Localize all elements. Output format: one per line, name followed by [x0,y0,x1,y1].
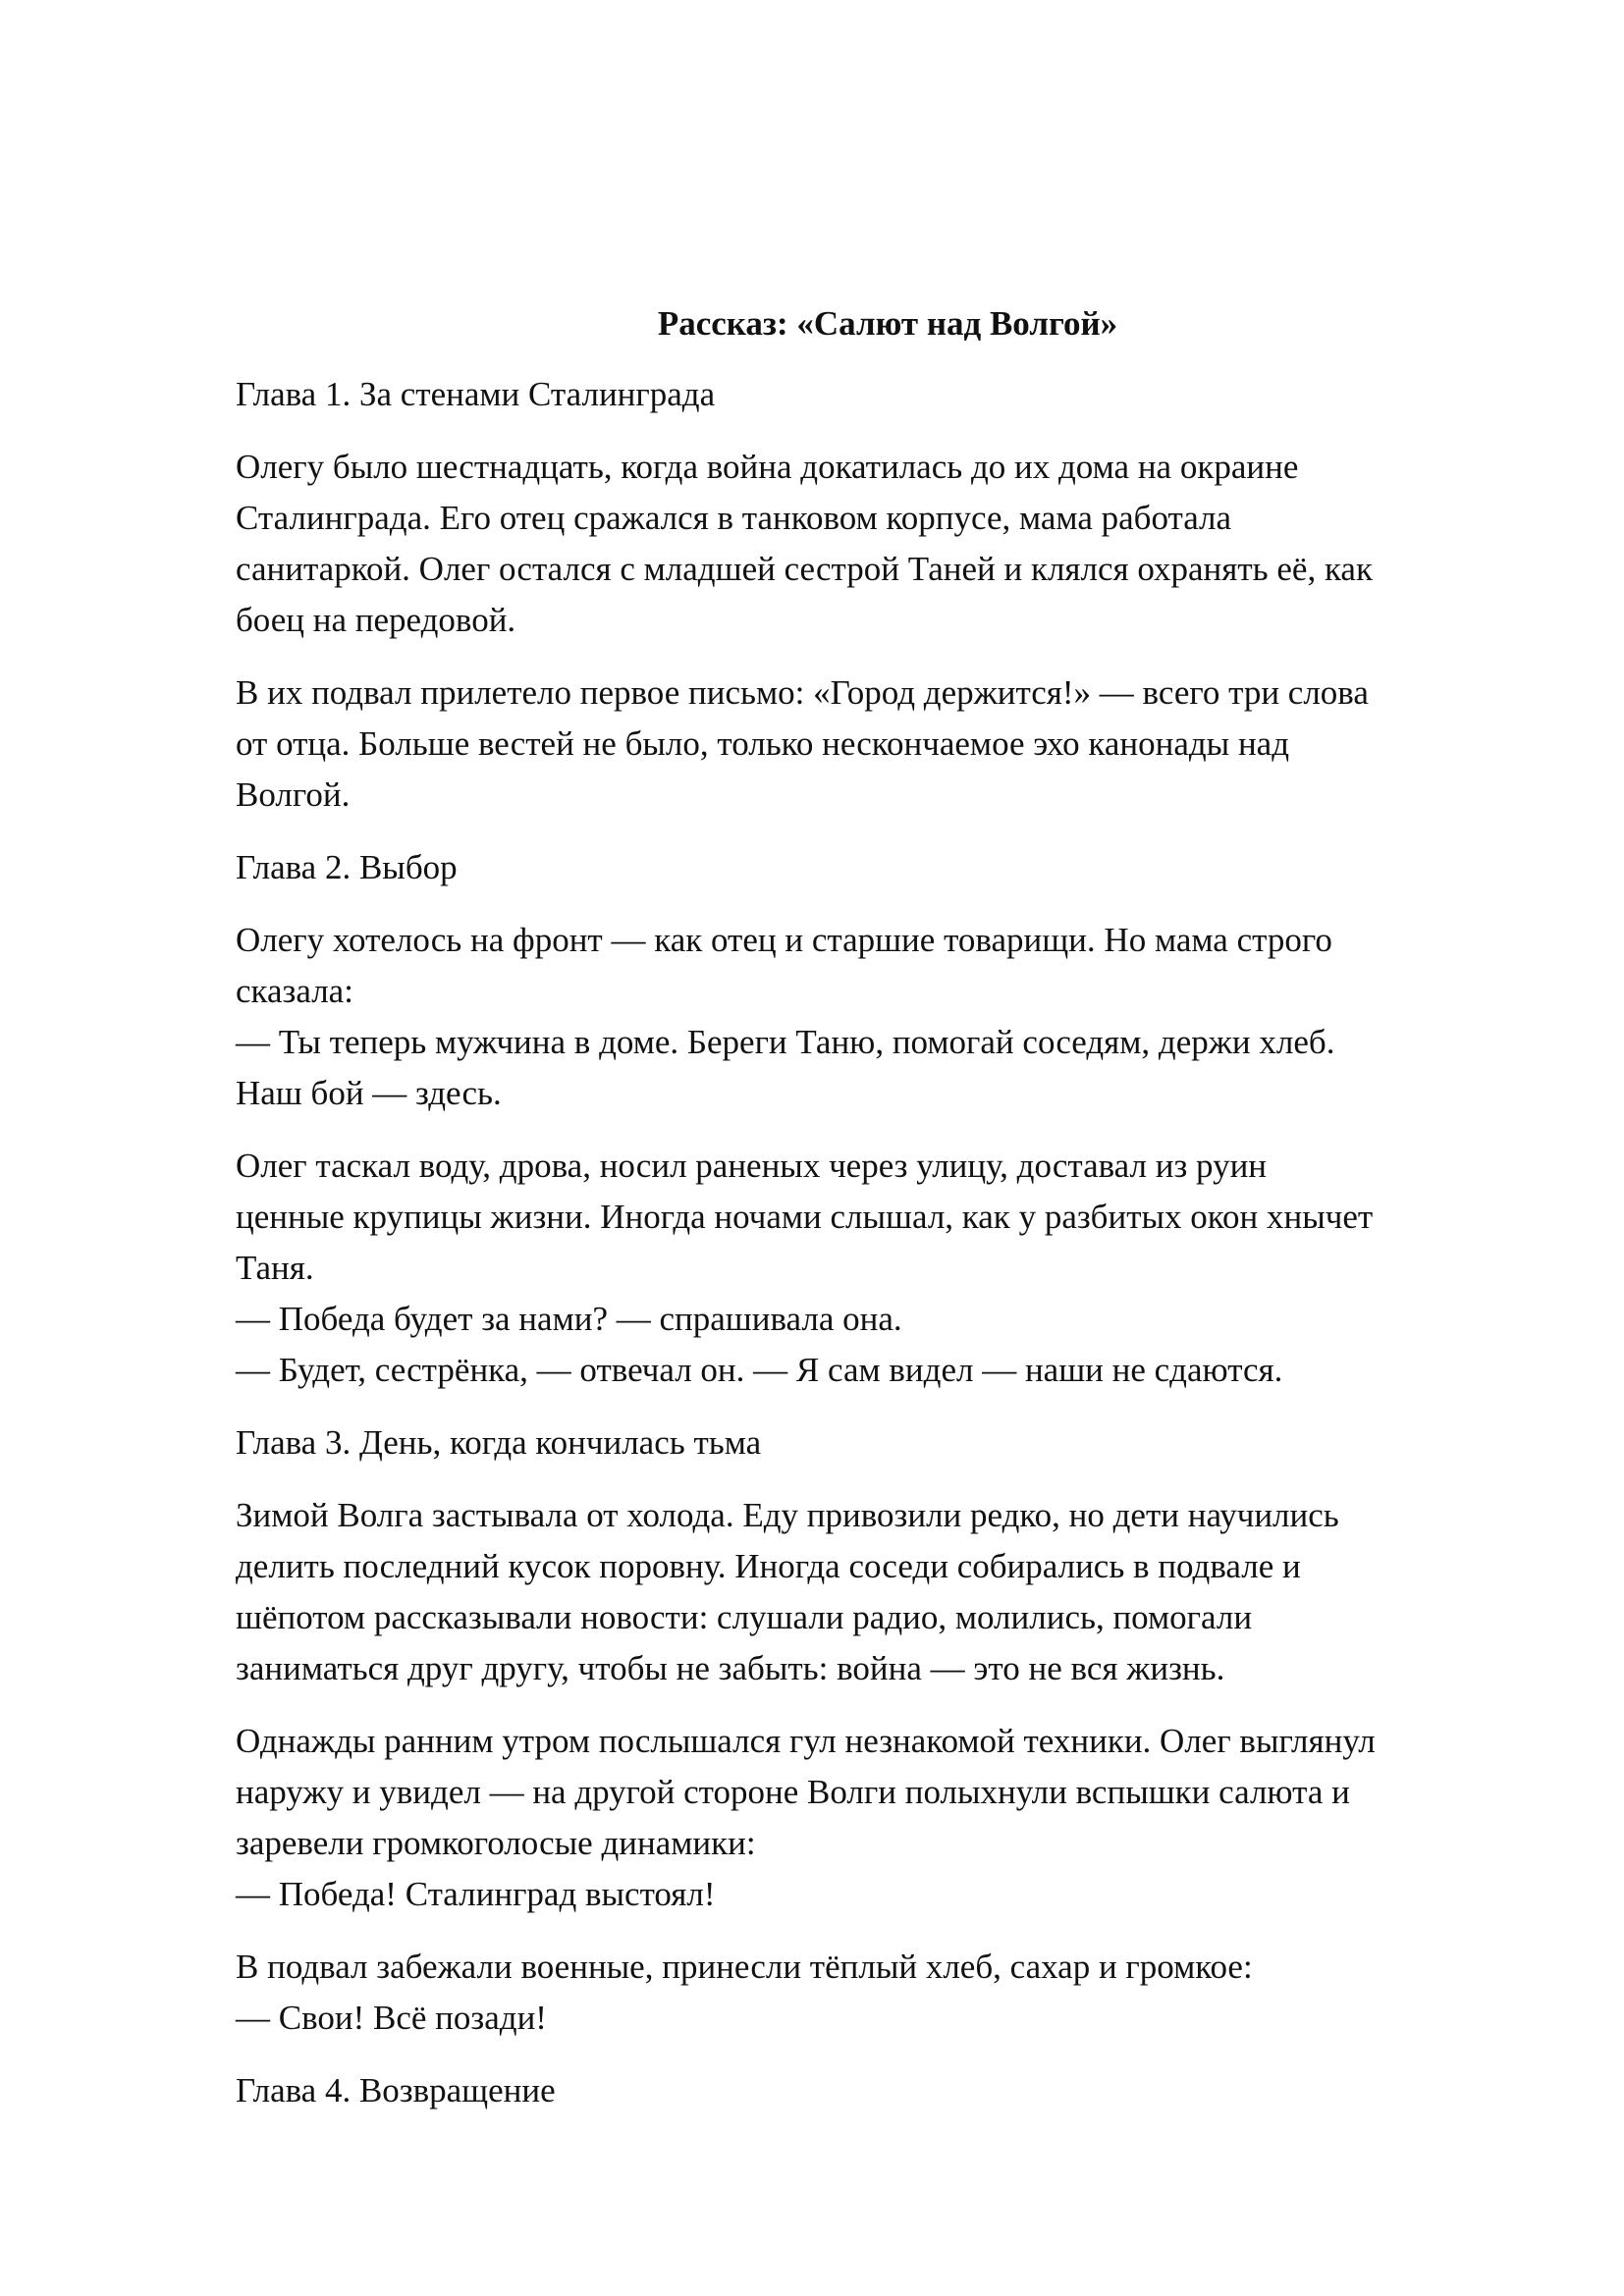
chapter-2-heading: Глава 2. Выбор [236,848,458,886]
text-line: ценные крупицы жизни. Иногда ночами слышал, как у разбитых окон хнычет [236,1198,1374,1236]
dialogue-line: — Победа! Сталинград выстоял! [236,1875,716,1913]
text-line: Олегу было шестнадцать, когда война докатилась до их дома на окраине [236,448,1299,486]
document-body [236,298,1512,2138]
text-line: Зимой Волга застывала от холода. Еду привозили редко, но дети научились [236,1496,1339,1534]
chapter-4-heading: Глава 4. Возвращение [236,2071,556,2109]
text-line: наружу и увидел — на другой стороне Волги полыхнули вспышки салюта и [236,1773,1350,1811]
chapter-1-paragraph-1 [236,442,1512,646]
chapter-3-heading: Глава 3. День, когда кончилась тьма [236,1423,762,1462]
text-line: Олегу хотелось на фронт — как отец и старшие товарищи. Но мама строго [236,921,1332,959]
text-line: Волгой. [236,775,351,814]
story-title: Рассказ: «Салют над Волгой» [657,304,1118,343]
chapter-2-paragraph-1 [236,915,1512,1119]
text-line: В подвал забежали военные, принесли тёплый хлеб, сахар и громкое: [236,1948,1253,1986]
chapter-3-paragraph-3 [236,1942,1512,2044]
text-line: заревели громкоголосые динамики: [236,1824,756,1862]
dialogue-line: — Свои! Всё позади! [236,1999,547,2037]
dialogue-line: — Победа будет за нами? — спрашивала она. [236,1300,902,1338]
text-line: Таня. [236,1249,314,1287]
text-line: Олег таскал воду, дрова, носил раненых через улицу, доставал из руин [236,1147,1268,1185]
text-line: боец на передовой. [236,601,516,639]
chapter-1-heading: Глава 1. За стенами Сталинграда [236,375,716,413]
text-line: от отца. Больше вестей не было, только нескончаемое эхо канонады над [236,724,1290,763]
chapter-3-paragraph-2 [236,1716,1512,1920]
text-line: шёпотом рассказывали новости: слушали радио, молились, помогали [236,1598,1253,1636]
text-line: В их подвал прилетело первое письмо: «Город держится!» — всего три слова [236,673,1369,712]
text-line: санитаркой. Олег остался с младшей сестрой Таней и клялся охранять её, как [236,550,1373,588]
chapter-1-paragraph-2 [236,667,1512,821]
text-line: Наш бой — здесь. [236,1074,502,1112]
text-line: делить последний кусок поровну. Иногда соседи собирались в подвале и [236,1547,1301,1585]
chapter-2-paragraph-2 [236,1141,1512,1396]
dialogue-line: — Будет, сестрёнка, — отвечал он. — Я сам видел — наши не сдаются. [236,1351,1283,1389]
text-line: Однажды ранним утром послышался гул незнакомой техники. Олег выглянул [236,1722,1376,1760]
text-line: Сталинграда. Его отец сражался в танковом корпусе, мама работала [236,499,1232,537]
dialogue-line: — Ты теперь мужчина в доме. Береги Таню, помогай соседям, держи хлеб. [236,1023,1335,1061]
text-line: сказала: [236,972,353,1010]
chapter-3-paragraph-1 [236,1490,1512,1694]
text-line: заниматься друг другу, чтобы не забыть: война — это не вся жизнь. [236,1649,1225,1687]
